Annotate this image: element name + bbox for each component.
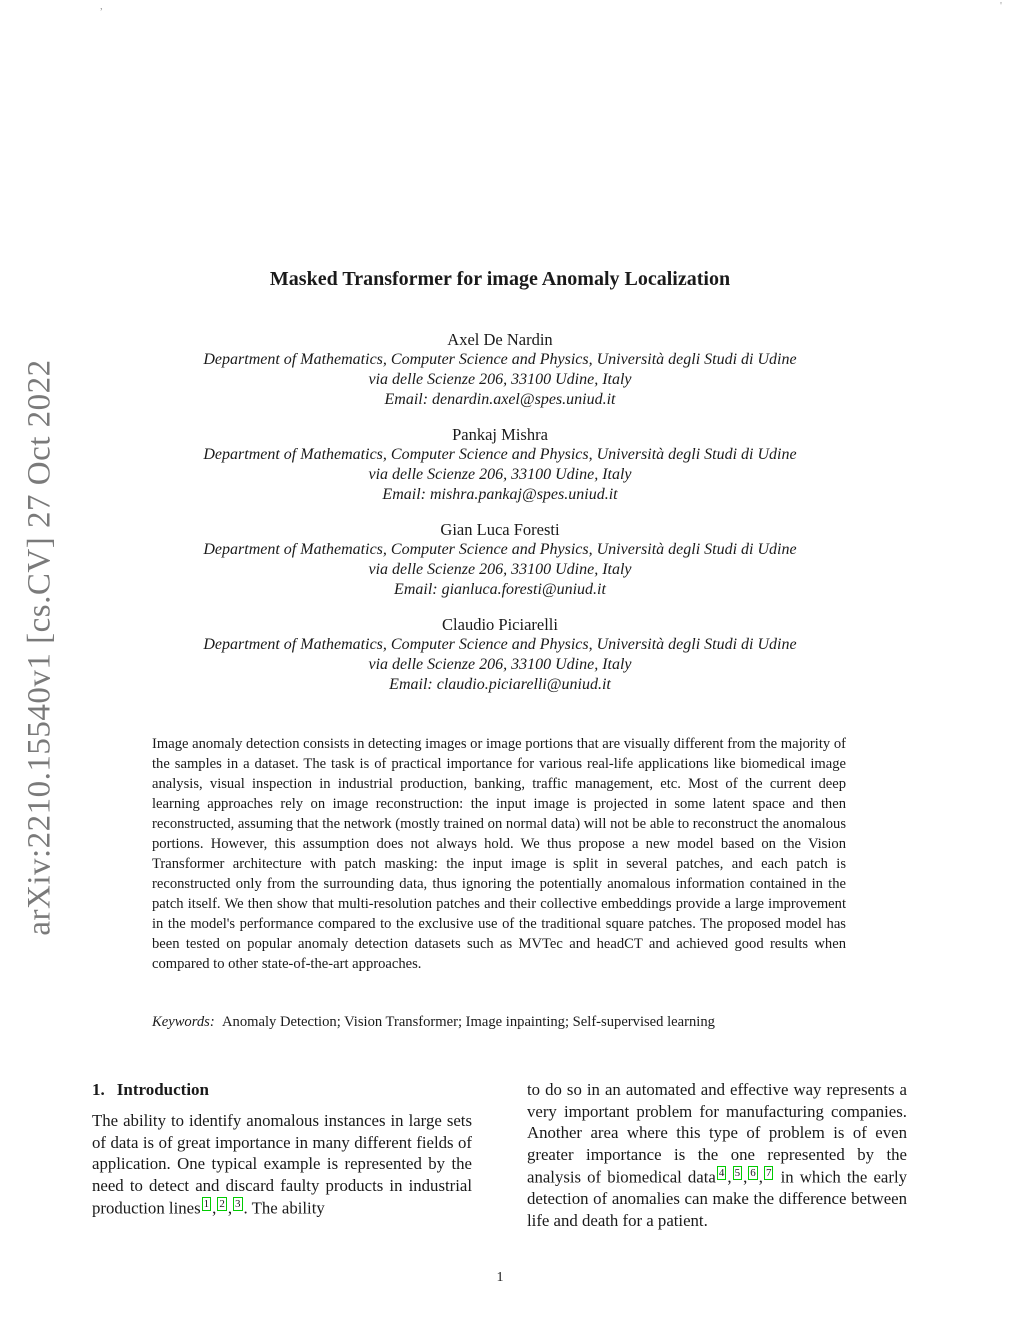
citation-link[interactable]: 6	[750, 1166, 756, 1179]
corner-mark-left: ,	[100, 0, 103, 12]
paragraph-text: in which the early detection of anomalies can make the difference between life and death for a patient.	[527, 1167, 908, 1230]
author-email[interactable]: Email: claudio.piciarelli@uniud.it	[389, 676, 611, 693]
author-address: via delle Scienze 206, 33100 Udine, Italy	[368, 371, 632, 388]
citation-link[interactable]: 7	[765, 1166, 772, 1179]
author-email[interactable]: Email: gianluca.foresti@uniud.it	[394, 581, 606, 598]
author-department: Department of Mathematics, Computer Science and Physics, Università degli Studi di Udine	[203, 541, 797, 558]
author-department: Department of Mathematics, Computer Science and Physics, Università degli Studi di Udine	[203, 446, 797, 463]
author-block	[0, 330, 1000, 410]
citation-link[interactable]: 4	[718, 1166, 725, 1179]
paragraph-text: . The ability	[243, 1198, 325, 1218]
author-department: Department of Mathematics, Computer Science and Physics, Università degli Studi di Udine	[203, 636, 797, 653]
section-number: 1.	[92, 1080, 105, 1099]
keywords	[152, 1012, 852, 1032]
author-block	[0, 520, 1000, 600]
author-email[interactable]: Email: denardin.axel@spes.uniud.it	[384, 391, 616, 408]
author-address: via delle Scienze 206, 33100 Udine, Italy	[368, 656, 632, 673]
abstract: Image anomaly detection consists in detecting images or image portions that are visually different from the majority of the samples in a dataset. The task is of practical importance for various real-life applications like biomedical image analysis, visual inspection in industrial production, banking, traffic management, etc. Most of the current deep learning approaches rely on image reconstruction: the input image is projected in some latent space and then reconstructed, assuming that the network (mostly trained on normal data) will not be able to reconstruct the anomalous portions. However, this assumption does not always hold. We thus propose a new model based on the Vision Transformer architecture with patch masking: the input image is split in several patches, and each patch is reconstructed only from the surrounding data, thus ignoring the potentially anomalous information contained in the patch itself. We then show that multi-resolution patches and their collective embeddings provide a large improvement in the model's performance compared to the exclusive use of the traditional square patches. The proposed model has been tested on popular anomaly detection datasets such as MVTec and headCT and achieved good results when compared to other state-of-the-art approaches.	[152, 736, 846, 972]
section-title: Introduction	[116, 1080, 210, 1099]
paragraph-text: The ability to identify anomalous instances in large sets of data is of great importance in many different fields of application. One typical example is represented by the need to detect and discard faulty products in industrial production lines	[92, 1111, 472, 1218]
citation-link[interactable]: 5	[734, 1166, 741, 1179]
citation-link[interactable]: 3	[235, 1197, 241, 1210]
intro-paragraph-left: The ability to identify anomalous instances in large sets of data is of great importance in many different fields of application. One typical example is represented by the need to detect and discard faulty products in industrial production lines 1 , 2 , 3 . The ability	[92, 1111, 472, 1218]
right-column	[527, 1079, 907, 1232]
intro-paragraph-right: to do so in an automated and effective way represents a very important problem for manufacturing companies. Another area where this type of problem is of even greater importance is the one represented by the analysis of biomedical data 4 , 5 , 6 , 7 in which the early detection of anomalies can make the difference between life and death for a patient.	[527, 1080, 908, 1230]
author-address: via delle Scienze 206, 33100 Udine, Italy	[368, 466, 632, 483]
author-department: Department of Mathematics, Computer Science and Physics, Università degli Studi di Udine	[203, 351, 797, 368]
citation-link[interactable]: 1	[203, 1197, 210, 1210]
author-list	[0, 330, 1000, 710]
author-block	[0, 615, 1000, 695]
author-name: Gian Luca Foresti	[440, 520, 560, 539]
citation-link[interactable]: 2	[219, 1197, 225, 1210]
author-email[interactable]: Email: mishra.pankaj@spes.uniud.it	[382, 486, 618, 503]
author-name: Axel De Nardin	[447, 330, 553, 349]
keywords-label: Keywords:	[152, 1014, 215, 1030]
corner-mark-right: '	[1000, 0, 1002, 12]
author-name: Pankaj Mishra	[452, 425, 548, 444]
keywords-text: Anomaly Detection; Vision Transformer; Image inpainting; Self-supervised learning	[222, 1014, 715, 1030]
arxiv-identifier: arXiv:2210.15540v1 [cs.CV] 27 Oct 2022	[21, 359, 58, 936]
paper-title: Masked Transformer for image Anomaly Localization	[269, 268, 731, 290]
author-block	[0, 425, 1000, 505]
paragraph-text: to do so in an automated and effective way represents a very important problem for manufacturing companies. Another area where this type of problem is of even greater importance is the one represented by the analysis of biomedical data	[527, 1080, 907, 1187]
author-address: via delle Scienze 206, 33100 Udine, Italy	[368, 561, 632, 578]
author-name: Claudio Piciarelli	[442, 615, 558, 634]
page-number: 1	[496, 1270, 504, 1285]
left-column	[92, 1079, 472, 1219]
section-heading	[92, 1079, 472, 1101]
